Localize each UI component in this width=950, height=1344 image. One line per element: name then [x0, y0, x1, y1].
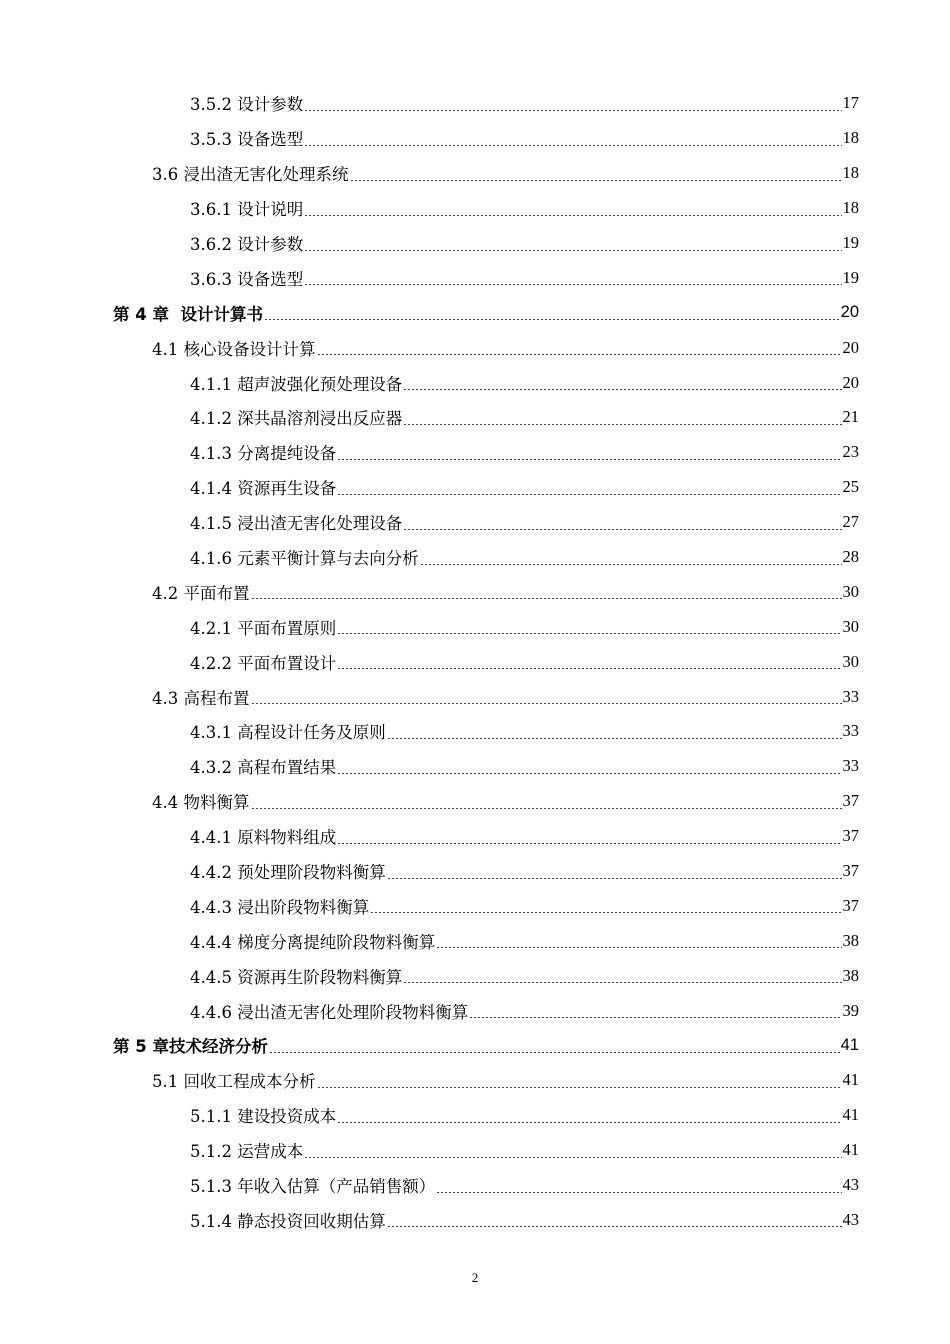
dot-leader — [403, 389, 841, 390]
dot-leader — [387, 1226, 842, 1227]
dot-leader — [304, 1157, 841, 1158]
dot-leader — [403, 424, 841, 425]
dot-leader — [469, 1017, 841, 1018]
toc-entry[interactable] — [0, 435, 950, 470]
toc-entry-page-number: 33 — [842, 756, 859, 776]
toc-entry-title: 3.6.3 设备选型 — [190, 269, 304, 289]
toc-entry-page-number: 37 — [842, 895, 859, 915]
dot-leader — [251, 703, 842, 704]
toc-entry-title: 5.1.2 运营成本 — [190, 1142, 304, 1162]
toc-entry[interactable] — [0, 1098, 950, 1133]
toc-entry-page-number: 41 — [840, 1035, 859, 1054]
dot-leader — [317, 354, 842, 355]
toc-entry-page-number: 19 — [842, 267, 859, 287]
dot-leader — [251, 808, 842, 809]
toc-entry-page-number: 41 — [842, 1140, 859, 1160]
toc-entry[interactable] — [0, 330, 950, 365]
toc-entry-page-number: 27 — [842, 512, 859, 532]
toc-entry-title: 4.2.1 平面布置原则 — [190, 618, 337, 638]
toc-entry[interactable] — [0, 505, 950, 540]
toc-entry-title: 3.6.1 设计说明 — [190, 200, 304, 220]
dot-leader — [337, 459, 841, 460]
toc-entry[interactable] — [0, 679, 950, 714]
toc-entry-title: 4.1.3 分离提纯设备 — [190, 444, 337, 464]
toc-entry-title: 5.1 回收工程成本分析 — [152, 1072, 316, 1092]
toc-entry[interactable] — [0, 470, 950, 505]
toc-entry-title: 4.4.2 预处理阶段物料衡算 — [190, 863, 386, 883]
toc-entry[interactable] — [0, 714, 950, 749]
toc-entry[interactable] — [0, 121, 950, 156]
toc-entry-title: 4.3.1 高程设计任务及原则 — [190, 723, 386, 743]
dot-leader — [337, 494, 841, 495]
toc-entry-title: 4.1.1 超声波强化预处理设备 — [190, 374, 403, 394]
toc-entry-title: 4.4.3 浸出阶段物料衡算 — [190, 897, 370, 917]
toc-entry-title: 4.1.4 资源再生设备 — [190, 479, 337, 499]
toc-entry[interactable] — [0, 226, 950, 261]
toc-entry[interactable] — [0, 749, 950, 784]
toc-entry[interactable] — [0, 1028, 950, 1063]
toc-entry-page-number: 37 — [842, 826, 859, 846]
dot-leader — [304, 215, 841, 216]
dot-leader — [304, 284, 841, 285]
dot-leader — [436, 947, 841, 948]
toc-entry-page-number: 25 — [842, 477, 859, 497]
toc-entry-page-number: 38 — [842, 965, 859, 985]
toc-entry-page-number: 30 — [842, 616, 859, 636]
toc-entry-page-number: 19 — [842, 233, 859, 252]
toc-entry-title: 第 5 章技术经济分析 — [113, 1037, 268, 1057]
toc-entry-title: 4.2.2 平面布置设计 — [190, 653, 337, 673]
toc-entry[interactable] — [0, 1133, 950, 1168]
dot-leader — [304, 250, 841, 251]
dot-leader — [387, 878, 842, 879]
toc-entry-title: 4.4.4 梯度分离提纯阶段物料衡算 — [190, 932, 436, 952]
dot-leader — [403, 529, 841, 530]
toc-entry-title: 4.3.2 高程布置结果 — [190, 758, 337, 778]
toc-entry-page-number: 43 — [842, 1175, 859, 1195]
toc-entry-title: 3.6.2 设计参数 — [190, 235, 304, 254]
toc-entry-page-number: 20 — [842, 337, 859, 357]
toc-entry-title: 4.4 物料衡算 — [152, 793, 250, 813]
dot-leader — [370, 912, 841, 913]
toc-entry[interactable] — [0, 365, 950, 400]
toc-entry-page-number: 33 — [842, 721, 859, 741]
toc-entry-title: 4.3 高程布置 — [152, 688, 250, 708]
toc-entry[interactable] — [0, 156, 950, 191]
table-of-contents — [0, 86, 950, 1237]
dot-leader — [269, 1052, 840, 1053]
toc-entry-page-number: 28 — [842, 547, 859, 567]
dot-leader — [420, 564, 842, 565]
toc-entry-title: 4.1.5 浸出渣无害化处理设备 — [190, 514, 403, 534]
dot-leader — [436, 1192, 841, 1193]
toc-entry[interactable] — [0, 86, 950, 121]
toc-entry-title: 4.4.1 原料物料组成 — [190, 828, 337, 848]
dot-leader — [403, 982, 841, 983]
toc-entry[interactable] — [0, 854, 950, 889]
toc-entry-page-number: 41 — [842, 1105, 859, 1125]
toc-entry[interactable] — [0, 923, 950, 958]
dot-leader — [337, 1122, 841, 1123]
toc-entry-page-number: 18 — [842, 163, 859, 183]
toc-entry-page-number: 33 — [842, 686, 859, 706]
toc-entry-title: 5.1.4 静态投资回收期估算 — [190, 1211, 386, 1231]
toc-entry-page-number: 18 — [842, 128, 859, 148]
toc-entry[interactable] — [0, 1168, 950, 1203]
page-number: 2 — [471, 1270, 479, 1285]
toc-entry-page-number: 39 — [842, 1000, 859, 1020]
toc-entry-page-number: 23 — [842, 442, 859, 462]
toc-entry-title: 5.1.1 建设投资成本 — [190, 1107, 337, 1127]
toc-entry[interactable] — [0, 644, 950, 679]
dot-leader — [337, 843, 841, 844]
toc-entry-page-number: 18 — [842, 198, 859, 218]
dot-leader — [337, 773, 841, 774]
toc-entry-page-number: 17 — [842, 93, 859, 113]
toc-entry-title: 4.4.6 浸出渣无害化处理阶段物料衡算 — [190, 1002, 469, 1022]
dot-leader — [337, 668, 841, 669]
toc-entry-page-number: 43 — [842, 1209, 859, 1229]
toc-entry[interactable] — [0, 819, 950, 854]
toc-entry[interactable] — [0, 540, 950, 575]
toc-entry-title: 5.1.3 年收入估算（产品销售额） — [190, 1177, 436, 1197]
toc-entry-title: 4.1.6 元素平衡计算与去向分析 — [190, 549, 419, 569]
toc-entry[interactable] — [0, 400, 950, 435]
toc-entry[interactable] — [0, 888, 950, 923]
dot-leader — [387, 738, 842, 739]
toc-entry-page-number: 30 — [842, 581, 859, 601]
toc-entry-page-number: 38 — [842, 930, 859, 950]
toc-entry-title: 4.2 平面布置 — [152, 583, 250, 603]
toc-entry[interactable] — [0, 1203, 950, 1238]
toc-entry-title: 4.1 核心设备设计计算 — [152, 339, 316, 359]
toc-entry-page-number: 37 — [842, 861, 859, 881]
dot-leader — [304, 110, 841, 111]
toc-entry[interactable] — [0, 260, 950, 295]
toc-entry[interactable] — [0, 993, 950, 1028]
toc-entry-title: 4.1.2 深共晶溶剂浸出反应器 — [190, 409, 403, 429]
toc-entry-page-number: 20 — [840, 303, 859, 322]
dot-leader — [317, 1087, 842, 1088]
toc-entry-title: 4.4.5 资源再生阶段物料衡算 — [190, 967, 403, 987]
toc-entry-title: 3.5.2 设计参数 — [190, 95, 304, 115]
dot-leader — [264, 319, 840, 320]
dot-leader — [350, 180, 842, 181]
toc-entry[interactable] — [0, 609, 950, 644]
dot-leader — [251, 598, 842, 599]
toc-entry[interactable] — [0, 958, 950, 993]
toc-entry[interactable] — [0, 574, 950, 609]
dot-leader — [337, 633, 841, 634]
toc-entry-page-number: 21 — [842, 407, 859, 427]
dot-leader — [304, 145, 841, 146]
toc-entry-page-number: 37 — [842, 791, 859, 811]
toc-entry-title: 3.5.3 设备选型 — [190, 130, 304, 150]
toc-entry-page-number: 20 — [842, 372, 859, 392]
toc-entry[interactable] — [0, 295, 950, 330]
toc-entry-page-number: 41 — [842, 1070, 859, 1090]
toc-entry-title: 第 4 章 设计计算书 — [113, 304, 263, 324]
toc-entry[interactable] — [0, 784, 950, 819]
toc-entry[interactable] — [0, 191, 950, 226]
toc-entry[interactable] — [0, 1063, 950, 1098]
toc-entry-title: 3.6 浸出渣无害化处理系统 — [152, 165, 349, 185]
toc-entry-page-number: 30 — [842, 651, 859, 671]
